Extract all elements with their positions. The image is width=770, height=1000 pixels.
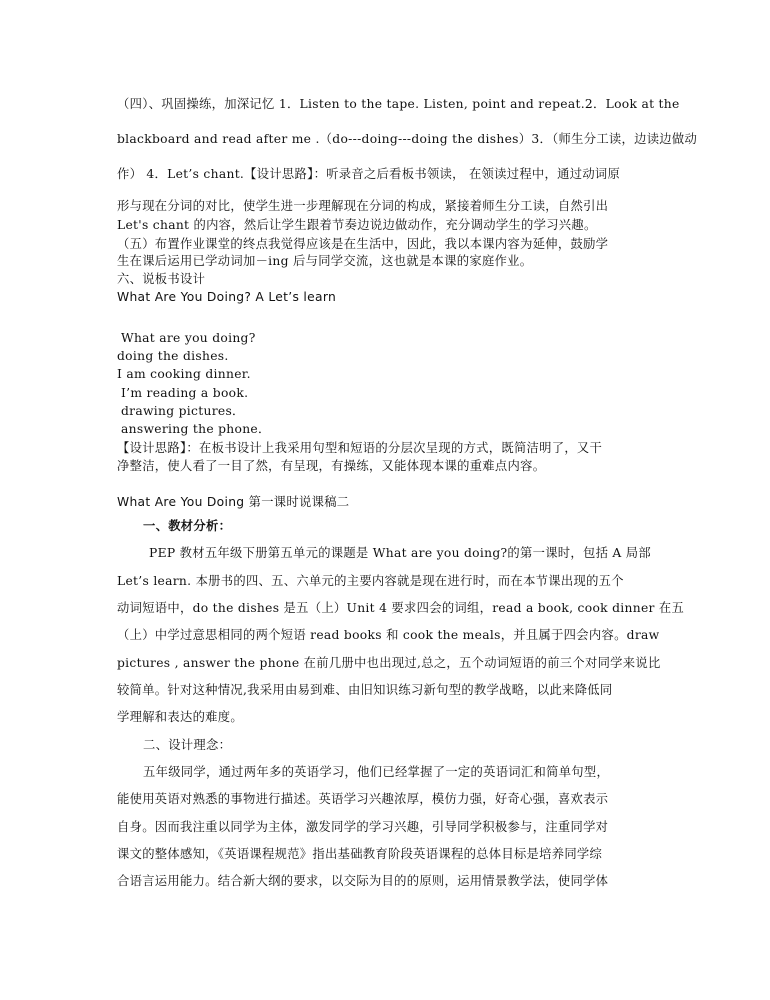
paragraph-line: 五年级同学，通过两年多的英语学习，他们已经掌握了一定的英语词汇和简单句型，	[143, 765, 610, 779]
paragraph-line: blackboard and read after me .（do---doing---doing the dishes）3．（师生分工读，边读边做动	[117, 132, 698, 146]
section-heading: 六、说板书设计	[117, 272, 206, 286]
paragraph-line: 动词短语中，do the dishes 是五（上）Unit 4 要求四会的词组，read a book, cook dinner 在五	[117, 601, 685, 615]
section-heading: 二、设计理念：	[143, 738, 232, 752]
paragraph-line: 自身。因而我注重以同学为主体，激发同学的学习兴趣，引导同学积极参与，注重同学对	[117, 820, 609, 834]
paragraph-line: 作） 4．Let’s chant.【设计思路】：听录音之后看板书领读， 在领读过程中，通过动词原	[117, 167, 621, 181]
paragraph-line: 较简单。针对这种情况,我采用由易到难、由旧知识练习新句型的教学战略，以此来降低同	[117, 683, 613, 697]
board-item: I am cooking dinner.	[117, 367, 251, 381]
board-item: What are you doing?	[121, 331, 256, 345]
paragraph-line: PEP 教材五年级下册第五单元的课题是 What are you doing?的第一课时，包括 A 局部	[149, 546, 651, 560]
board-title: What Are You Doing? A Let’s learn	[117, 290, 337, 304]
paragraph-line: （上）中学过意思相同的两个短语 read books 和 cook the meals，并且属于四会内容。draw	[117, 628, 660, 642]
paragraph-line: Let’s learn. 本册书的四、五、六单元的主要内容就是现在进行时，而在本节课出现的五个	[117, 574, 624, 588]
board-item: doing the dishes.	[117, 349, 229, 363]
section-title: What Are You Doing 第一课时说课稿二	[117, 495, 350, 509]
paragraph-line: 形与现在分词的对比，使学生进一步理解现在分词的构成，紧接着师生分工读，自然引出	[117, 199, 609, 213]
paragraph-line: Let's chant 的内容，然后让学生跟着节奏边说边做动作，充分调动学生的学习兴趣。	[117, 218, 597, 232]
paragraph-line: 生在课后运用已学动词加－ing 后与同学交流，这也就是本课的家庭作业。	[117, 254, 533, 268]
board-item: drawing pictures．	[121, 404, 245, 418]
board-item: I’m reading a book.	[121, 386, 249, 400]
paragraph-line: 课文的整体感知，《英语课程规范》指出基础教育阶段英语课程的总体目标是培养同学综	[117, 847, 603, 861]
section-heading: 一、教材分析：	[143, 518, 232, 533]
design-note-line: 净整洁，使人看了一目了然，有呈现，有操练，又能体现本课的重难点内容。	[117, 459, 546, 473]
paragraph-line: pictures , answer the phone 在前几册中也出现过,总之，五个动词短语的前三个对同学来说比	[117, 656, 661, 670]
board-item: answering the phone．	[121, 422, 271, 436]
paragraph-line: （四）、巩固操练，加深记忆 1．Listen to the tape. Listen, point and repeat.2．Look at the	[117, 97, 680, 111]
paragraph-line: 合语言运用能力。结合新大纲的要求，以交际为目的的原则，运用情景教学法，使同学体	[117, 874, 609, 888]
paragraph-line: 学理解和表达的难度。	[117, 710, 243, 724]
paragraph-line: 能使用英语对熟悉的事物进行描述。英语学习兴趣浓厚，模仿力强，好奇心强，喜欢表示	[117, 792, 609, 806]
paragraph-line: （五）布置作业课堂的终点我觉得应该是在生活中，因此，我以本课内容为延伸，鼓励学	[117, 237, 609, 251]
design-note-line: 【设计思路】：在板书设计上我采用句型和短语的分层次呈现的方式，既简洁明了，又干	[117, 441, 603, 455]
